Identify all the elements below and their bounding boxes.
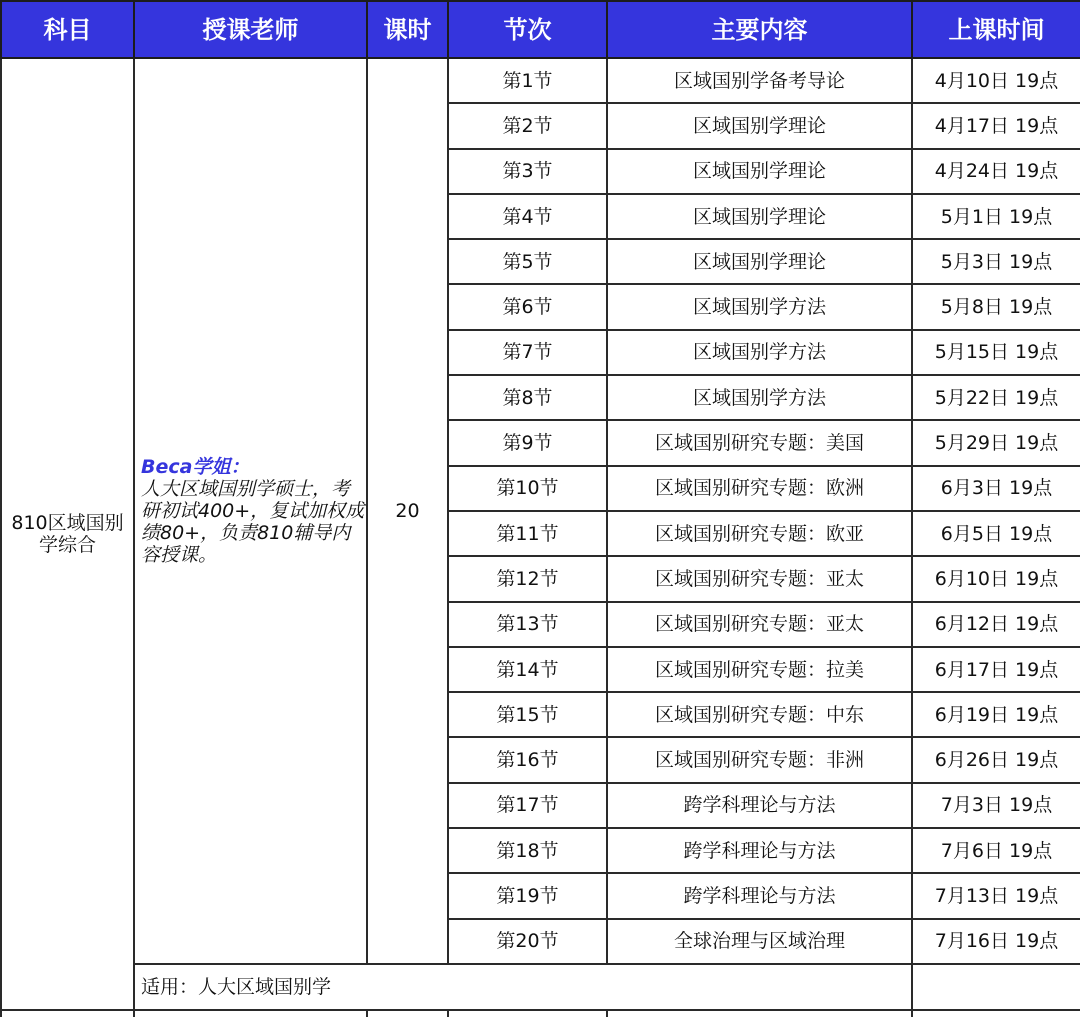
time-cell: 6月12日 19点 — [912, 602, 1080, 647]
session-cell: 第1节 — [448, 58, 607, 103]
content-cell: 跨学科理论与方法 — [607, 873, 912, 918]
time-cell: 4月24日 19点 — [912, 149, 1080, 194]
time-cell: 5月1日 19点 — [912, 194, 1080, 239]
session-cell: 第11节 — [448, 511, 607, 556]
time-cell: 6月3日 19点 — [912, 466, 1080, 511]
header-teacher: 授课老师 — [134, 1, 367, 58]
content-cell: 区域国别学理论 — [607, 194, 912, 239]
empty-cell — [367, 1010, 448, 1017]
time-cell: 4月17日 19点 — [912, 103, 1080, 148]
schedule-body — [1, 58, 1080, 1017]
session-cell: 第9节 — [448, 420, 607, 465]
header-hours: 课时 — [367, 1, 448, 58]
content-cell: 区域国别学理论 — [607, 239, 912, 284]
empty-cell — [912, 1010, 1080, 1017]
time-cell: 7月13日 19点 — [912, 873, 1080, 918]
time-cell: 5月3日 19点 — [912, 239, 1080, 284]
header-row — [1, 1, 1080, 58]
content-cell: 区域国别学备考导论 — [607, 58, 912, 103]
content-cell: 区域国别学理论 — [607, 149, 912, 194]
header-time: 上课时间 — [912, 1, 1080, 58]
session-cell: 第15节 — [448, 692, 607, 737]
teacher-name: Beca学姐： — [141, 455, 250, 478]
session-cell: 第20节 — [448, 919, 607, 964]
session-cell: 第5节 — [448, 239, 607, 284]
session-cell: 第16节 — [448, 737, 607, 782]
time-cell: 7月6日 19点 — [912, 828, 1080, 873]
table-row — [1, 58, 1080, 103]
teacher-cell — [134, 58, 367, 964]
empty-cell — [134, 1010, 367, 1017]
session-cell: 第3节 — [448, 149, 607, 194]
session-cell: 第14节 — [448, 647, 607, 692]
session-cell: 第8节 — [448, 375, 607, 420]
next-row-partial — [1, 1010, 1080, 1017]
time-cell: 4月10日 19点 — [912, 58, 1080, 103]
content-cell: 区域国别学理论 — [607, 103, 912, 148]
content-cell: 跨学科理论与方法 — [607, 828, 912, 873]
session-cell: 第6节 — [448, 284, 607, 329]
session-cell: 第17节 — [448, 783, 607, 828]
empty-cell — [607, 1010, 912, 1017]
session-cell: 第2节 — [448, 103, 607, 148]
time-cell: 6月10日 19点 — [912, 556, 1080, 601]
header-content: 主要内容 — [607, 1, 912, 58]
teacher-bio: 人大区域国别学硕士，考研初试400+，复试加权成绩80+，负责810辅导内容授课。 — [141, 477, 365, 566]
session-cell: 第19节 — [448, 873, 607, 918]
time-cell: 6月19日 19点 — [912, 692, 1080, 737]
subject-cell: 810区域国别学综合 — [1, 58, 134, 1010]
content-cell: 跨学科理论与方法 — [607, 783, 912, 828]
hours-cell: 20 — [367, 58, 448, 964]
content-cell: 区域国别研究专题：亚太 — [607, 556, 912, 601]
header-session: 节次 — [448, 1, 607, 58]
content-cell: 区域国别研究专题：美国 — [607, 420, 912, 465]
content-cell: 区域国别研究专题：中东 — [607, 692, 912, 737]
time-cell: 5月29日 19点 — [912, 420, 1080, 465]
content-cell: 区域国别学方法 — [607, 375, 912, 420]
empty-cell — [448, 1010, 607, 1017]
note-empty-cell — [912, 964, 1080, 1010]
content-cell: 区域国别学方法 — [607, 330, 912, 375]
content-cell: 区域国别研究专题：欧洲 — [607, 466, 912, 511]
time-cell: 5月22日 19点 — [912, 375, 1080, 420]
session-cell: 第12节 — [448, 556, 607, 601]
content-cell: 区域国别学方法 — [607, 284, 912, 329]
time-cell: 6月5日 19点 — [912, 511, 1080, 556]
content-cell: 区域国别研究专题：欧亚 — [607, 511, 912, 556]
time-cell: 5月8日 19点 — [912, 284, 1080, 329]
time-cell: 7月3日 19点 — [912, 783, 1080, 828]
content-cell: 区域国别研究专题：亚太 — [607, 602, 912, 647]
time-cell: 7月16日 19点 — [912, 919, 1080, 964]
session-cell: 第13节 — [448, 602, 607, 647]
session-cell: 第4节 — [448, 194, 607, 239]
session-cell: 第7节 — [448, 330, 607, 375]
header-subject: 科目 — [1, 1, 134, 58]
note-row — [1, 964, 1080, 1010]
session-cell: 第18节 — [448, 828, 607, 873]
time-cell: 6月26日 19点 — [912, 737, 1080, 782]
note-cell: 适用：人大区域国别学 — [134, 964, 912, 1010]
content-cell: 区域国别研究专题：拉美 — [607, 647, 912, 692]
content-cell: 全球治理与区域治理 — [607, 919, 912, 964]
time-cell: 5月15日 19点 — [912, 330, 1080, 375]
content-cell: 区域国别研究专题：非洲 — [607, 737, 912, 782]
time-cell: 6月17日 19点 — [912, 647, 1080, 692]
empty-cell — [1, 1010, 134, 1017]
session-cell: 第10节 — [448, 466, 607, 511]
